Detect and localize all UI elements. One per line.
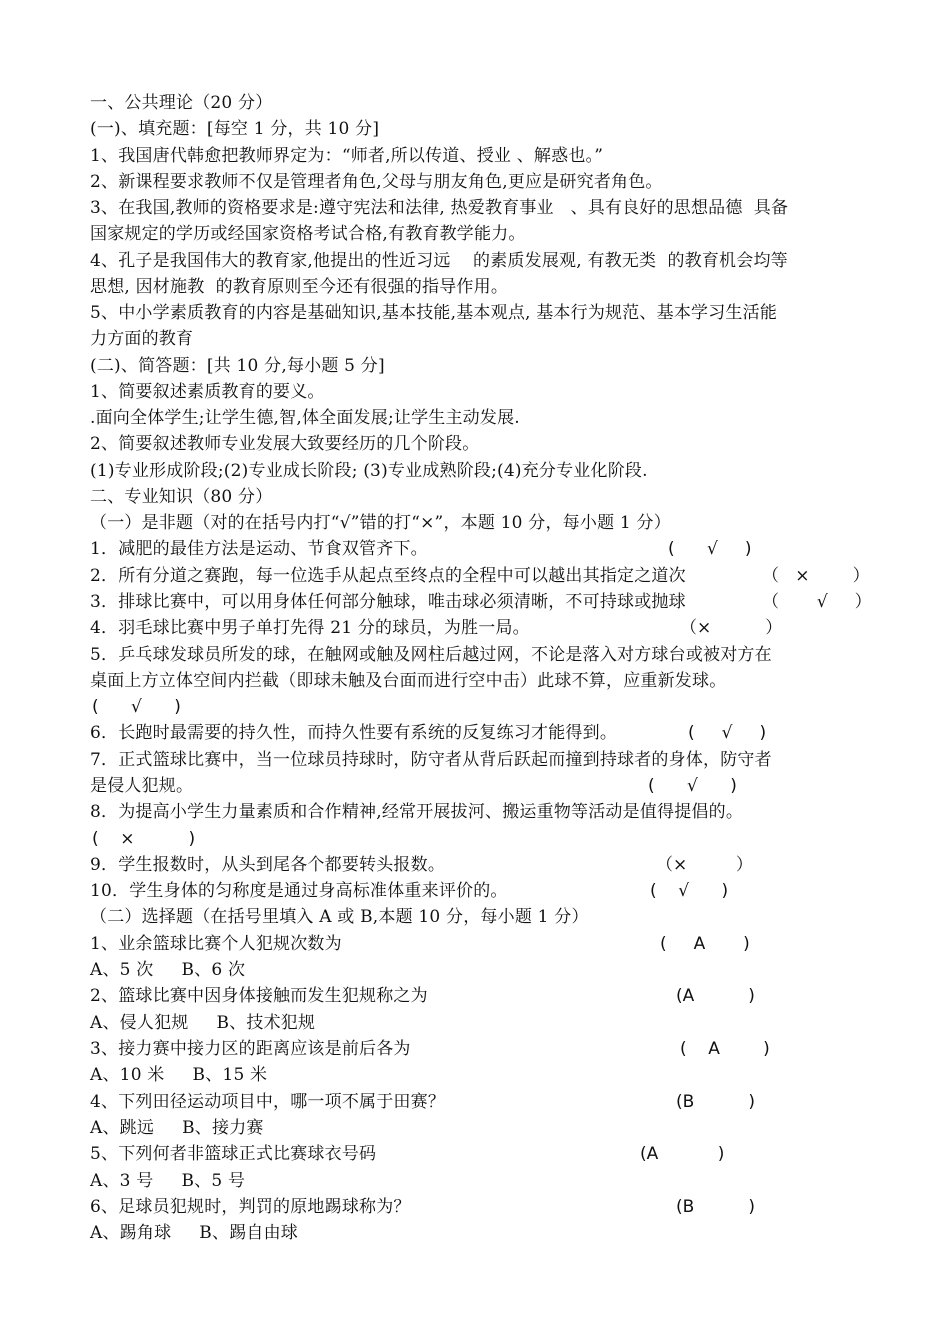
text-line: 1、简要叙述素质教育的要义。 <box>90 382 325 402</box>
text-line: (一)、填充题：[每空 1 分，共 10 分] <box>90 119 380 139</box>
text-line: 9．学生报数时，从头到尾各个都要转头报数。 <box>90 855 446 875</box>
text-line: 3、接力赛中接力区的距离应该是前后各为 <box>90 1039 411 1059</box>
text-line: 1．减肥的最佳方法是运动、节食双管齐下。 <box>90 539 428 559</box>
text-line: （二）选择题（在括号里填入 A 或 B,本题 10 分，每小题 1 分） <box>90 907 589 927</box>
text-line: 1、我国唐代韩愈把教师界定为：“师者,所以传道、授业 、解惑也。” <box>90 146 604 166</box>
text-line: 6．长跑时最需要的持久性，而持久性要有系统的反复练习才能得到。 <box>90 723 618 743</box>
text-line: 是侵人犯规。 <box>90 776 194 796</box>
text-line: 7．正式篮球比赛中，当一位球员持球时，防守者从背后跃起而撞到持球者的身体，防守者 <box>90 750 772 770</box>
text-line: 10．学生身体的匀称度是通过身高标准体重来评价的。 <box>90 881 508 901</box>
answer-mark: ( A ) <box>660 934 750 954</box>
answer-mark: ( √ ) <box>92 697 181 717</box>
text-line: 4．羽毛球比赛中男子单打先得 21 分的球员，为胜一局。 <box>90 618 530 638</box>
text-line: (二)、简答题：[共 10 分,每小题 5 分] <box>90 356 385 376</box>
answer-mark: ( √ ) <box>650 881 729 901</box>
text-line: 1、业余篮球比赛个人犯规次数为 <box>90 934 342 954</box>
text-line: (1)专业形成阶段;(2)专业成长阶段; (3)专业成熟阶段;(4)充分专业化阶段. <box>90 461 648 481</box>
answer-mark: （× ） <box>656 855 753 875</box>
text-line: 2、简要叙述教师专业发展大致要经历的几个阶段。 <box>90 434 480 454</box>
text-line: 二、专业知识（80 分） <box>90 487 273 507</box>
answer-mark: ( A ) <box>680 1039 770 1059</box>
text-line: 一、公共理论（20 分） <box>90 93 273 113</box>
answer-mark: (A ) <box>640 1144 725 1164</box>
text-line: .面向全体学生;让学生德,智,体全面发展;让学生主动发展. <box>90 408 520 428</box>
answer-mark: （ √ ） <box>762 592 872 612</box>
text-line: A、踢角球 B、踢自由球 <box>90 1223 298 1243</box>
answer-mark: (B ) <box>676 1197 755 1217</box>
text-line: 5、下列何者非篮球正式比赛球衣号码 <box>90 1144 377 1164</box>
text-line: A、3 号 B、5 号 <box>90 1171 246 1191</box>
text-line: 2、新课程要求教师不仅是管理者角色,父母与朋友角色,更应是研究者角色。 <box>90 172 663 192</box>
text-line: 3．排球比赛中，可以用身体任何部分触球，唯击球必须清晰，不可持球或抛球 <box>90 592 686 612</box>
text-line: 5．乒乓球发球员所发的球，在触网或触及网柱后越过网，不论是落入对方球台或被对方在 <box>90 645 772 665</box>
text-line: 2．所有分道之赛跑，每一位选手从起点至终点的全程中可以越出其指定之道次 <box>90 566 686 586</box>
text-line: A、跳远 B、接力赛 <box>90 1118 264 1138</box>
text-line: 6、足球员犯规时，判罚的原地踢球称为？ <box>90 1197 411 1217</box>
text-line: （一）是非题（对的在括号内打“√”错的打“×”，本题 10 分，每小题 1 分） <box>90 513 671 533</box>
text-line: 力方面的教育 <box>90 329 194 349</box>
text-line: A、侵人犯规 B、技术犯规 <box>90 1013 316 1033</box>
answer-mark: ( √ ) <box>648 776 737 796</box>
answer-mark: ( × ) <box>92 829 196 849</box>
text-line: 桌面上方立体空间内拦截（即球未触及台面而进行空中击）此球不算，应重新发球。 <box>90 671 727 691</box>
text-line: 思想, 因材施教 的教育原则至今还有很强的指导作用。 <box>90 277 509 297</box>
text-line: 4、下列田径运动项目中，哪一项不属于田赛？ <box>90 1092 446 1112</box>
text-line: 4、孔子是我国伟大的教育家,他提出的性近习远 的素质发展观, 有教无类 的教育机会均等 <box>90 251 788 271</box>
answer-mark: ( √ ) <box>688 723 767 743</box>
answer-mark: (A ) <box>676 986 755 1006</box>
answer-mark: （× ） <box>680 618 783 638</box>
text-line: 国家规定的学历或经国家资格考试合格,有教育教学能力。 <box>90 224 526 244</box>
text-line: A、5 次 B、6 次 <box>90 960 246 980</box>
text-line: 3、在我国,教师的资格要求是:遵守宪法和法律, 热爱教育事业 、具有良好的思想品德 具备 <box>90 198 789 218</box>
answer-mark: ( √ ) <box>668 539 752 559</box>
answer-mark: （ × ） <box>762 566 870 586</box>
text-line: A、10 米 B、15 米 <box>90 1065 268 1085</box>
answer-mark: (B ) <box>676 1092 755 1112</box>
text-line: 5、中小学素质教育的内容是基础知识,基本技能,基本观点, 基本行为规范、基本学习生活能 <box>90 303 778 323</box>
text-line: 8．为提高小学生力量素质和合作精神,经常开展拔河、搬运重物等活动是值得提倡的。 <box>90 802 744 822</box>
text-line: 2、篮球比赛中因身体接触而发生犯规称之为 <box>90 986 428 1006</box>
